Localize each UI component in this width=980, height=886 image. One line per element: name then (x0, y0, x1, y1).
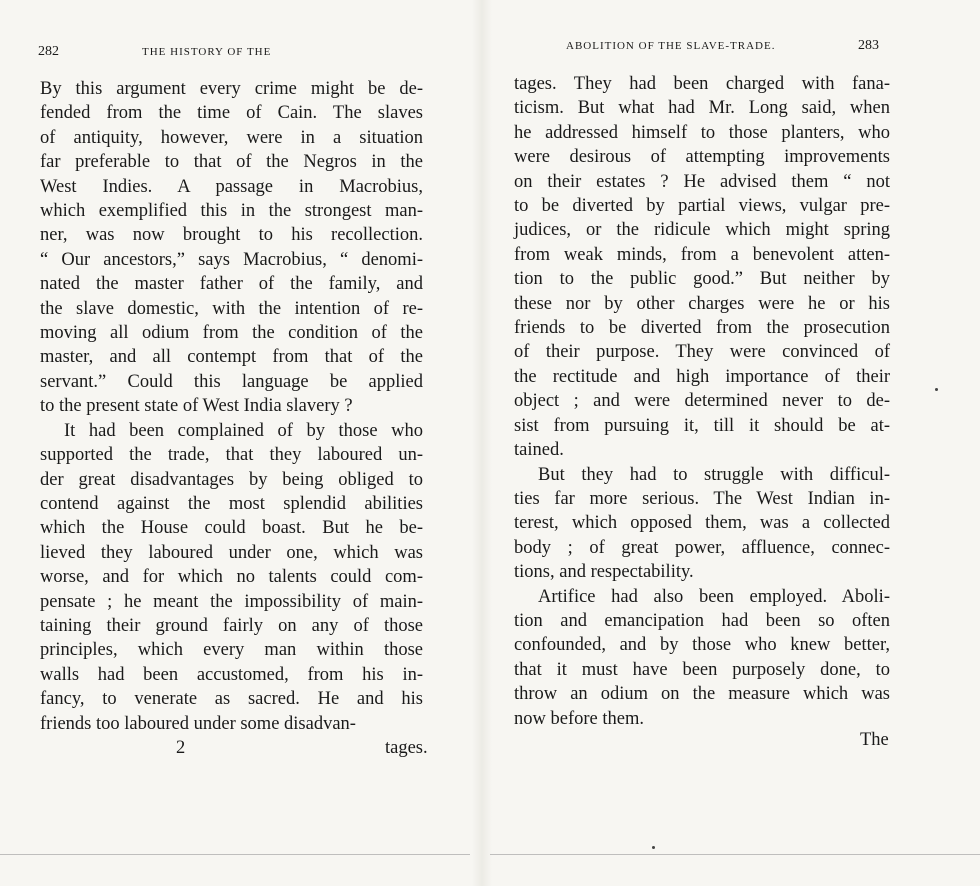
text-line: walls had been accustomed, from his in- (40, 664, 423, 685)
right-page-edge (490, 854, 980, 855)
right-page (490, 0, 980, 886)
text-line: throw an odium on the measure which was (514, 684, 890, 705)
text-line: friends to be diverted from the prosecution (514, 318, 890, 339)
text-line: that it must have been purposely done, to (514, 659, 890, 680)
text-line: which the House could boast. But he be- (40, 518, 423, 539)
text-line: from weak minds, from a benevolent atten- (514, 244, 890, 265)
text-line: It had been complained of by those who (64, 420, 423, 441)
text-line: were desirous of attempting improvements (514, 147, 890, 168)
ink-speck (935, 388, 938, 391)
text-line: now before them. (514, 708, 644, 729)
text-line: der great disadvantages by being obliged to (40, 469, 423, 490)
ink-speck (652, 846, 655, 849)
right-body-text (514, 72, 890, 731)
text-line: far preferable to that of the Negros in the (40, 152, 423, 173)
signature-mark: 2 (176, 738, 186, 758)
right-catchword: The (860, 730, 889, 750)
text-line: principles, which every man within those (40, 640, 423, 661)
text-line: West Indies. A passage in Macrobius, (40, 176, 423, 197)
text-line: fancy, to venerate as sacred. He and his (40, 689, 423, 710)
text-line: on their estates ? He advised them “ not (514, 171, 890, 192)
text-line: taining their ground fairly on any of those (40, 615, 423, 636)
text-line: friends too laboured under some disadvan- (40, 713, 356, 734)
text-line: which exemplified this in the strongest man- (40, 201, 423, 222)
right-page-number: 283 (858, 38, 879, 53)
text-line: ticism. But what had Mr. Long said, when (514, 98, 890, 119)
text-line: body ; of great power, affluence, connec- (514, 537, 890, 558)
text-line: object ; and were determined never to de- (514, 391, 890, 412)
text-line: servant.” Could this language be applied (40, 371, 423, 392)
left-running-head: THE HISTORY OF THE (142, 46, 272, 58)
text-line: tion to the public good.” But neither by (514, 269, 890, 290)
text-line: ties far more serious. The West Indian in- (514, 488, 890, 509)
text-line: judices, or the ridicule which might spring (514, 220, 890, 241)
text-line: the slave domestic, with the intention of re- (40, 298, 423, 319)
text-line: of their purpose. They were convinced of (514, 342, 890, 363)
text-line: master, and all contempt from that of the (40, 347, 423, 368)
text-line: he addressed himself to those planters, who (514, 122, 890, 143)
right-paragraph-2 (514, 463, 890, 585)
text-line: By this argument every crime might be de- (40, 79, 423, 99)
left-page-edge (0, 854, 470, 855)
text-line: moving all odium from the condition of the (40, 323, 423, 344)
text-line: lieved they laboured under one, which was (40, 542, 423, 563)
text-line: contend against the most splendid abilities (40, 493, 423, 514)
text-line: tion and emancipation had been so often (514, 610, 890, 631)
text-line: tages. They had been charged with fana- (514, 74, 890, 94)
text-line: tions, and respectability. (514, 562, 694, 583)
text-line: tained. (514, 440, 564, 461)
text-line: worse, and for which no talents could com- (40, 567, 423, 588)
text-line: Artifice had also been employed. Aboli- (538, 586, 890, 607)
text-line: nated the master father of the family, and (40, 274, 423, 295)
left-catchword: tages. (385, 738, 428, 758)
left-body-text (40, 77, 423, 736)
text-line: fended from the time of Cain. The slaves (40, 103, 423, 124)
left-paragraph-2 (40, 419, 423, 736)
text-line: to be diverted by partial views, vulgar pre- (514, 196, 890, 217)
text-line: “ Our ancestors,” says Macrobius, “ denomi- (40, 249, 423, 270)
text-line: But they had to struggle with difficul- (538, 464, 890, 485)
text-line: the rectitude and high importance of their (514, 366, 890, 387)
left-page (0, 0, 480, 886)
left-page-number: 282 (38, 44, 59, 59)
text-line: to the present state of West India slavery ? (40, 396, 353, 417)
right-paragraph-1 (514, 72, 890, 463)
text-line: terest, which opposed them, was a collected (514, 513, 890, 534)
right-running-head: ABOLITION OF THE SLAVE-TRADE. (566, 40, 776, 52)
text-line: confounded, and by those who knew better, (514, 635, 890, 656)
text-line: pensate ; he meant the impossibility of main- (40, 591, 423, 612)
right-paragraph-3 (514, 585, 890, 731)
text-line: supported the trade, that they laboured un- (40, 445, 423, 466)
text-line: of antiquity, however, were in a situation (40, 127, 423, 148)
text-line: these nor by other charges were he or his (514, 293, 890, 314)
left-paragraph-1 (40, 77, 423, 419)
text-line: ner, was now brought to his recollection. (40, 225, 423, 246)
text-line: sist from pursuing it, till it should be at- (514, 415, 890, 436)
